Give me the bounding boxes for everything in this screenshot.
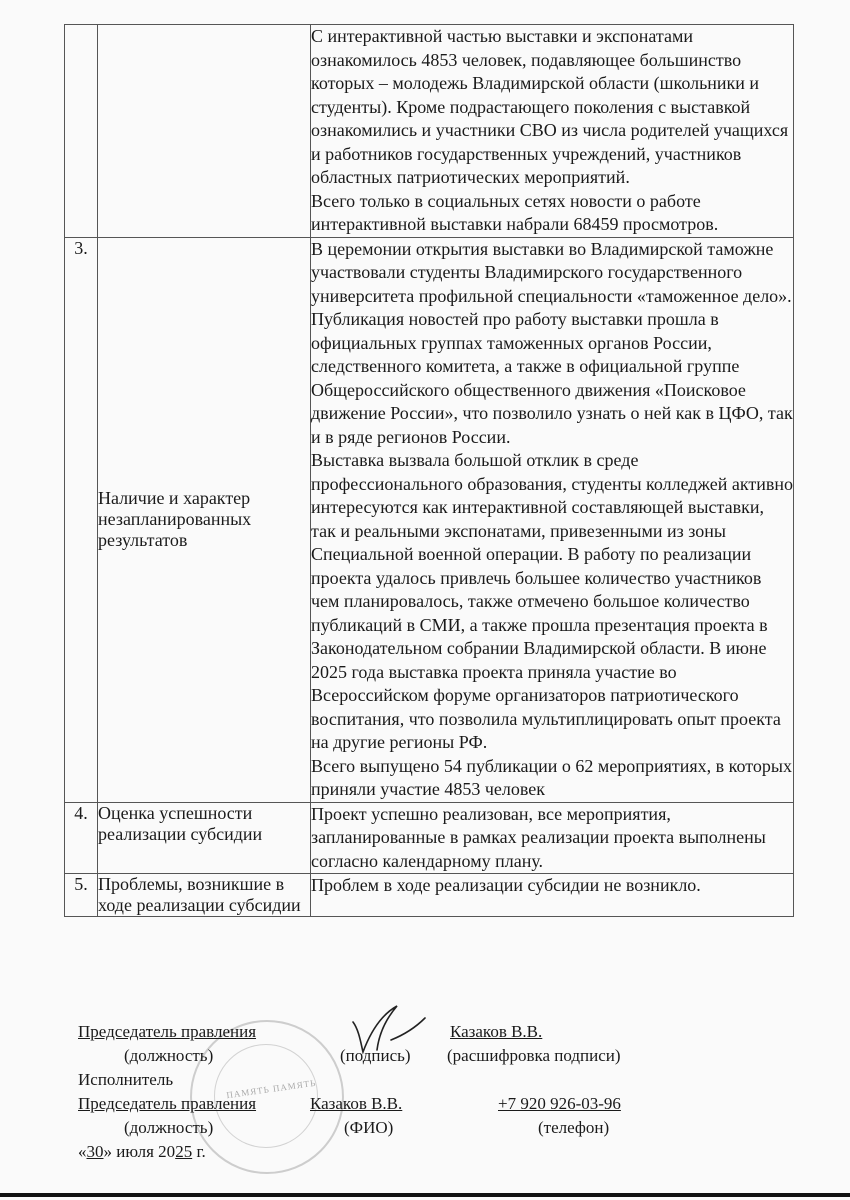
paragraph: Всего только в социальных сетях новости о работе интерактивной выставки набрали 68459 просмотров. bbox=[311, 190, 719, 234]
row-title: Наличие и характер незапланированных результатов bbox=[98, 237, 311, 802]
row-number: 3. bbox=[65, 237, 98, 802]
table-row bbox=[65, 25, 794, 238]
position-label: Председатель правления bbox=[78, 1022, 257, 1041]
scan-edge-line bbox=[0, 1193, 850, 1197]
paragraph: Всего выпущено 54 публикации о 62 мероприятиях, в которых приняли участие 4853 человек bbox=[311, 755, 792, 799]
row-number: 4. bbox=[65, 802, 98, 874]
paragraph: Проблем в ходе реализации субсидии не возникло. bbox=[311, 875, 701, 895]
paragraph: Публикация новостей про работу выставки прошла в официальных группах таможенных органов России, следственного комитета, а также в официальной группе Общероссийского общественного движения «Поисковое движение России», что позволило узнать о ней как в ЦФО, так и в ряде регионов России. bbox=[311, 309, 793, 447]
row-number bbox=[65, 25, 98, 238]
executor-name-caption: (ФИО) bbox=[344, 1118, 394, 1137]
row-number: 5. bbox=[65, 874, 98, 917]
name-caption: (расшифровка подписи) bbox=[447, 1046, 621, 1065]
row-description bbox=[311, 874, 794, 917]
phone-caption: (телефон) bbox=[538, 1118, 610, 1137]
executor-position: Председатель правления bbox=[78, 1094, 257, 1113]
table-row bbox=[65, 874, 794, 917]
executor-label: Исполнитель bbox=[78, 1070, 174, 1089]
date-year: 25 bbox=[175, 1142, 193, 1161]
date-day: 30 bbox=[86, 1142, 104, 1161]
signature-caption: (подпись) bbox=[340, 1046, 411, 1065]
paragraph: Выставка вызвала большой отклик в среде профессионального образования, студенты колледжей активно интересуются как интерактивной составляющей выставки, так и реальными экспонатами, привезенными из зоны Специальной военной операции. В работу по реализации проекта удалось привлечь большее количество участников чем планировалось, также отмечено большое количество публикаций в СМИ, а также прошла презентация проекта в Законодательном собрании Владимирской области. В июне 2025 года выставка проекта приняла участие во Всероссийском форуме организаторов патриотического воспитания, что позволила мультиплицировать опыт проекта на другие регионы РФ. bbox=[311, 450, 793, 752]
executor-phone: +7 920 926-03-96 bbox=[498, 1094, 621, 1113]
report-table bbox=[64, 24, 794, 917]
paragraph: С интерактивной частью выставки и экспонатами ознакомилось 4853 человек, подавляющее большинство которых – молодежь Владимирской области (школьники и студенты). Кроме подрастающего поколения с выставкой ознакомились и участники СВО из числа родителей учащихся и работников государственных учреждений, участников областных патриотических мероприятий. bbox=[311, 26, 789, 187]
paragraph: В церемонии открытия выставки во Владимирской таможне участвовали студенты Владимирского государственного университета профильной специальности «таможенное дело». bbox=[311, 238, 792, 306]
stamp-text: ПАМЯТЬ ПАМЯТЬ bbox=[225, 1077, 317, 1101]
row-description bbox=[311, 802, 794, 874]
position-caption: (должность) bbox=[124, 1046, 214, 1065]
executor-position-caption: (должность) bbox=[124, 1118, 214, 1137]
executor-name: Казаков В.В. bbox=[310, 1094, 403, 1113]
paragraph: Проект успешно реализован, все мероприятия, запланированные в рамках реализации проекта выполнены согласно календарному плану. bbox=[311, 803, 766, 871]
table-row bbox=[65, 802, 794, 874]
row-title: Оценка успешности реализации субсидии bbox=[98, 802, 311, 874]
document-date: «30» июля 2025 г. bbox=[78, 1142, 206, 1161]
signer-name: Казаков В.В. bbox=[450, 1022, 543, 1041]
row-title bbox=[98, 25, 311, 238]
row-description bbox=[311, 237, 794, 802]
row-description bbox=[311, 25, 794, 238]
row-title: Проблемы, возникшие в ходе реализации субсидии bbox=[98, 874, 311, 917]
table-row bbox=[65, 237, 794, 802]
